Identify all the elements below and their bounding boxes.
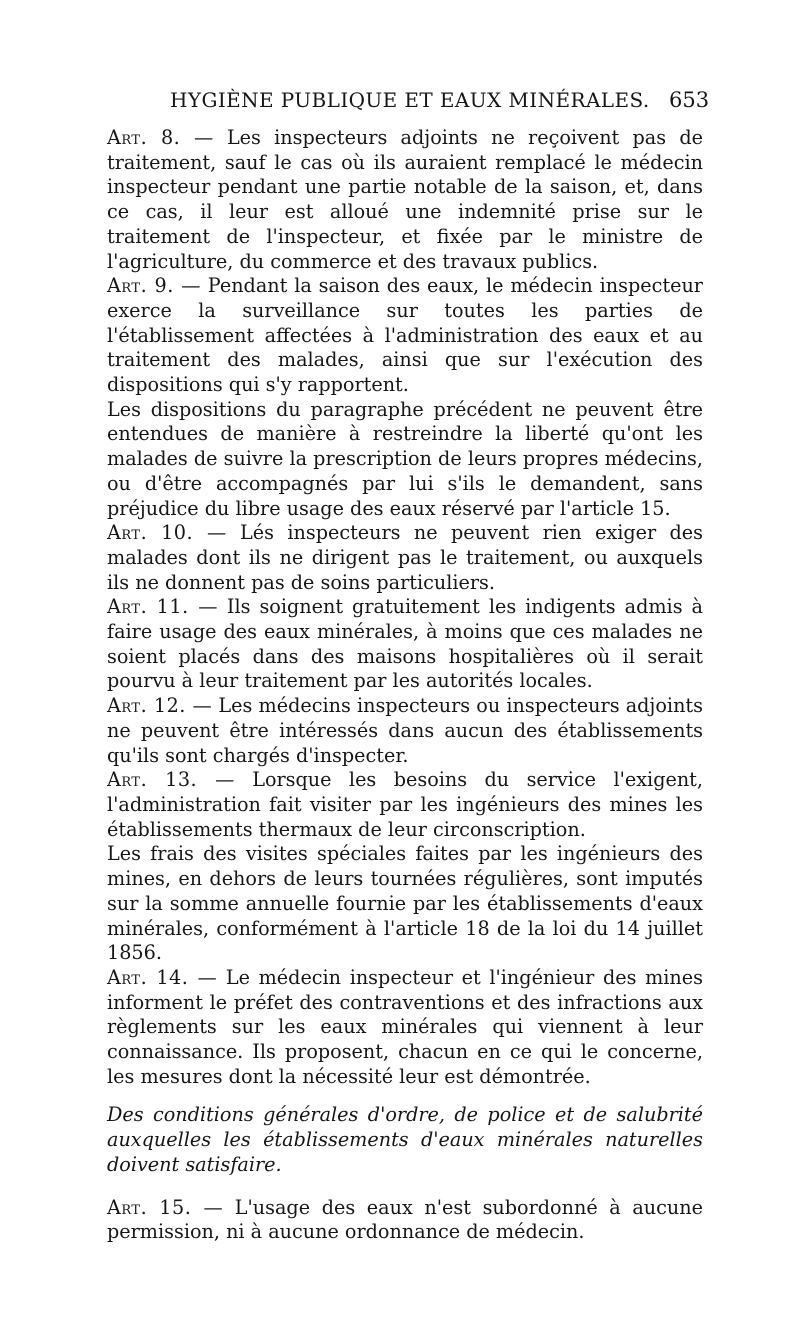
- paragraph-art-10: [107, 521, 703, 595]
- article-label: Art. 13. —: [107, 768, 235, 792]
- paragraph-text: Lés inspecteurs ne peuvent rien exiger des malades dont ils ne dirigent pas le traitement, ou auxquels ils ne donnent pas de soins particuliers.: [107, 521, 704, 594]
- paragraph-text: Les inspecteurs adjoints ne reçoivent pas de traitement, sauf le cas où ils auraient remplacé le médecin inspecteur pendant une partie notable de la saison, et, dans ce cas, il leur est alloué une indemnité prise sur le traitement de l'inspecteur, et fixée par le ministre de l'agriculture, du commerce et des travaux publics.: [107, 126, 703, 273]
- paragraph-art-9: [107, 274, 703, 398]
- paragraph-text: Pendant la saison des eaux, le médecin inspecteur exerce la surveillance sur toutes les parties de l'établissement affectées à l'administration des eaux et au traitement des malades, ainsi que sur l'exécution des dispositions qui s'y rapportent.: [107, 274, 703, 397]
- paragraph-text: L'usage des eaux n'est subordonné à aucune permission, ni à aucune ordonnance de médecin.: [107, 1195, 703, 1244]
- running-title: HYGIÈNE PUBLIQUE ET EAUX MINÉRALES.: [170, 88, 650, 112]
- article-label: Art. 10. —: [107, 521, 227, 545]
- page-body: [107, 126, 703, 1245]
- article-label: Art. 9. —: [107, 274, 201, 298]
- paragraph-text: Les frais des visites spéciales faites par les ingénieurs des mines, en dehors de leurs tournées régulières, sont imputés sur la somme annuelle fournie par les établissements d'eaux minérales, conformément à l'article 18 de la loi du 14 juillet 1856.: [107, 842, 703, 965]
- section-heading: Des conditions générales d'ordre, de police et de salubrité auxquelles les établissements d'eaux minérales naturelles doivent satisfaire.: [107, 1103, 703, 1176]
- paragraph-text: Les médecins inspecteurs ou inspecteurs adjoints ne peuvent être intéressés dans aucun des établissements qu'ils sont chargés d'inspecter.: [107, 694, 703, 767]
- paragraph-art-9-continued: [107, 398, 703, 522]
- paragraph-art-12: [107, 694, 703, 768]
- article-label: Art. 11. —: [107, 595, 218, 619]
- paragraph-art-14: [107, 966, 703, 1090]
- paragraph-art-13: [107, 768, 703, 842]
- article-label: Art. 14. —: [107, 965, 218, 989]
- paragraph-art-15: [107, 1196, 703, 1245]
- article-label: Art. 12. —: [107, 694, 213, 718]
- paragraph-text: Les dispositions du paragraphe précédent ne peuvent être entendues de manière à restreindre la liberté qu'ont les malades de suivre la prescription de leurs propres médecins, ou d'être accompagnés par lui s'ils le demandent, sans préjudice du libre usage des eaux réservé par l'article 15.: [107, 397, 703, 520]
- paragraph-text: Ils soignent gratuitement les indigents admis à faire usage des eaux minérales, à moins que ces malades ne soient placés dans des maisons hospitalières où il serait pourvu à leur traitement par les autorités locales.: [107, 595, 703, 693]
- paragraph-art-11: [107, 595, 703, 694]
- article-label: Art. 15. —: [107, 1195, 224, 1219]
- article-label: Art. 8. —: [107, 126, 214, 149]
- page-number: 653: [669, 88, 710, 112]
- paragraph-text: Lorsque les besoins du service l'exigent, l'administration fait visiter par les ingénieurs des mines les établissements thermaux de leur circonscription.: [107, 768, 703, 841]
- paragraph-text: Le médecin inspecteur et l'ingénieur des mines informent le préfet des contraventions et des infractions aux règlements sur les eaux minérales qui viennent à leur connaissance. Ils proposent, chacun en ce qui le concerne, les mesures dont la nécessité leur est démontrée.: [107, 965, 703, 1088]
- paragraph-art-13-continued: [107, 842, 703, 966]
- paragraph-art-8: [107, 126, 703, 274]
